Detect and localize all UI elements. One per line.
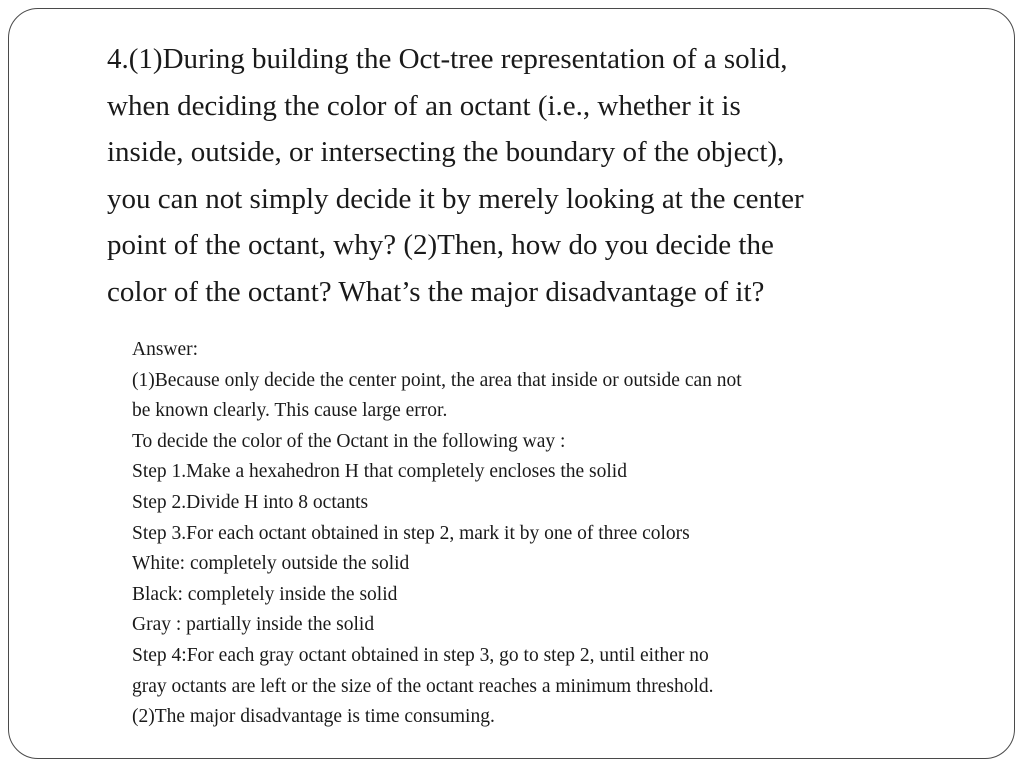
question-text bbox=[107, 36, 977, 315]
answer-line: (1)Because only decide the center point, the area that inside or outside can not bbox=[132, 369, 742, 391]
answer-step-line: Step 2.Divide H into 8 octants bbox=[132, 491, 369, 513]
answer-line: To decide the color of the Octant in the following way : bbox=[132, 430, 566, 452]
answer-color-line: White: completely outside the solid bbox=[132, 553, 410, 575]
answer-text bbox=[132, 335, 892, 733]
question-line: you can not simply decide it by merely looking at the center bbox=[107, 182, 804, 215]
answer-step-line: Step 3.For each octant obtained in step 2, mark it by one of three colors bbox=[132, 522, 690, 544]
question-line: inside, outside, or intersecting the boundary of the object), bbox=[107, 136, 785, 168]
question-line: point of the octant, why? (2)Then, how do you decide the bbox=[107, 229, 774, 261]
slide-frame bbox=[8, 8, 1015, 759]
answer-color-line: Black: completely inside the solid bbox=[132, 583, 398, 605]
answer-line: gray octants are left or the size of the octant reaches a minimum threshold. bbox=[132, 675, 714, 697]
answer-heading: Answer: bbox=[132, 339, 199, 360]
answer-step-line: Step 4:For each gray octant obtained in step 3, go to step 2, until either no bbox=[132, 644, 709, 666]
question-line: 4.(1)During building the Oct-tree representation of a solid, bbox=[107, 43, 788, 75]
answer-line: be known clearly. This cause large error. bbox=[132, 400, 448, 422]
question-line: when deciding the color of an octant (i.e., whether it is bbox=[107, 89, 741, 122]
question-line: color of the octant? What’s the major disadvantage of it? bbox=[107, 275, 765, 308]
answer-line: (2)The major disadvantage is time consuming. bbox=[132, 706, 495, 728]
answer-step-line: Step 1.Make a hexahedron H that completely encloses the solid bbox=[132, 461, 627, 483]
answer-color-line: Gray : partially inside the solid bbox=[132, 614, 375, 636]
